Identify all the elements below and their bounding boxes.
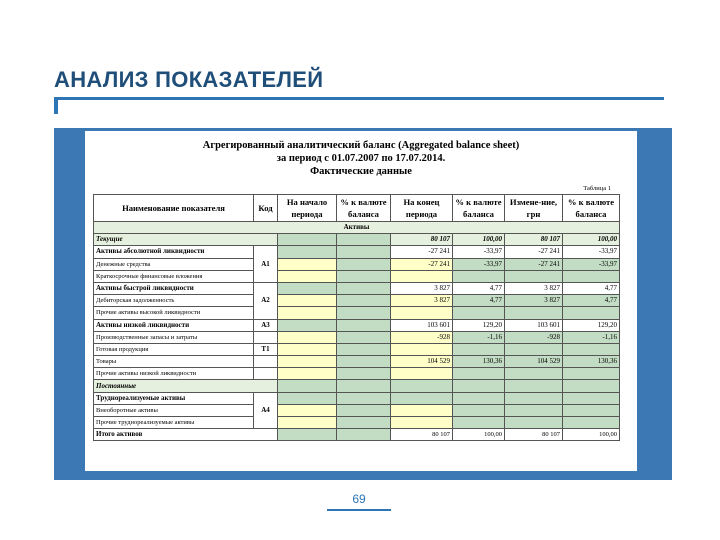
col-header-name: Наименование показателя [94,195,254,222]
table-row [94,392,620,404]
cell: 3 827 [391,295,453,307]
row-label: Активы абсолютной ликвидности [94,246,254,258]
row-label: Прочие активы высокой ликвидности [94,307,254,319]
cell: 103 601 [505,319,563,331]
table-row [94,295,620,307]
cell: -33,97 [453,246,505,258]
cell: -928 [505,331,563,343]
table-row [94,417,620,429]
table-row [94,368,620,380]
section-row-current [94,234,620,246]
row-label: Активы низкой ликвидности [94,319,254,331]
caption-line-1: Агрегированный аналитический баланс (Aggregated balance sheet) [202,140,520,151]
row-label: Производственные запасы и затраты [94,331,254,343]
balance-table [93,194,620,441]
row-code: А4 [254,392,278,429]
cell: 80 107 [505,234,563,246]
cell: 130,36 [563,356,620,368]
title-rule-tick [54,100,58,114]
row-label: Готовая продукция [94,343,254,355]
title-underline [54,97,664,100]
cell: 80 107 [391,429,453,441]
cell: 103 601 [391,319,453,331]
section-current: Текущие [94,234,278,246]
row-code: А1 [254,246,278,283]
cell: -33,97 [453,258,505,270]
cell: -33,97 [563,246,620,258]
table-row [94,319,620,331]
row-label: Труднореализуемые активы [94,392,254,404]
cell: 104 529 [505,356,563,368]
cell: 100,00 [563,429,620,441]
table-row [94,246,620,258]
total-label: Итого активов [94,429,278,441]
table-row [94,356,620,368]
table-row [94,404,620,416]
cell: 3 827 [391,282,453,294]
section-aktivy: Активы [94,222,620,234]
row-label: Товары [94,356,254,368]
row-label: Прочие активы низкой ликвидности [94,368,254,380]
section-row-aktivy [94,222,620,234]
table-row [94,307,620,319]
cell: -928 [391,331,453,343]
row-label: Активы быстрой ликвидности [94,282,254,294]
cell: -27 241 [505,258,563,270]
row-label: Краткосрочные финансовые вложения [94,270,254,282]
col-header-change-pct: % к валюте баланса [563,195,620,222]
row-code: А2 [254,282,278,319]
col-header-change: Измене-ние, грн [505,195,563,222]
row-label: Денежные средства [94,258,254,270]
cell: 3 827 [505,295,563,307]
col-header-start: На начало периода [278,195,337,222]
balance-sheet [85,131,637,471]
cell: 129,20 [453,319,505,331]
table-row [94,270,620,282]
cell: 4,77 [453,282,505,294]
cell: 100,00 [453,429,505,441]
table-row [94,282,620,294]
row-label: Прочие труднореализуемые активы [94,417,254,429]
cell: 80 107 [505,429,563,441]
cell: -27 241 [391,258,453,270]
cell: 4,77 [563,282,620,294]
cell: -33,97 [563,258,620,270]
section-row-noncurrent [94,380,620,392]
cell: 100,00 [563,234,620,246]
cell: 129,20 [563,319,620,331]
page-number-underline [327,509,391,511]
cell: 4,77 [563,295,620,307]
col-header-start-pct: % к валюте баланса [337,195,391,222]
page-number: 69 [352,492,366,506]
caption-line-2: за период с 01.07.2007 по 17.07.2014. [276,153,446,164]
col-header-code: Код [254,195,278,222]
cell: -27 241 [391,246,453,258]
table-row [94,343,620,355]
header-row [94,195,620,222]
cell: -27 241 [505,246,563,258]
cell: -1,16 [453,331,505,343]
table-note: Таблица 1 [583,185,611,192]
cell: 80 107 [391,234,453,246]
row-code: А3 [254,319,278,331]
section-noncurrent: Постоянные [94,380,278,392]
table-row [94,331,620,343]
col-header-end-pct: % к валюте баланса [453,195,505,222]
slide-title: АНАЛИЗ ПОКАЗАТЕЛЕЙ [54,67,324,92]
row-label: Дебиторская задолженность [94,295,254,307]
cell: 4,77 [453,295,505,307]
cell: 130,36 [453,356,505,368]
cell: 100,00 [453,234,505,246]
table-row [94,258,620,270]
cell: -1,16 [563,331,620,343]
col-header-end: На конец периода [391,195,453,222]
row-label: Внеоборотные активы [94,404,254,416]
total-row [94,429,620,441]
cell: 104 529 [391,356,453,368]
row-code: Т1 [254,343,278,355]
cell: 3 827 [505,282,563,294]
caption-line-3: Фактические данные [310,166,412,177]
